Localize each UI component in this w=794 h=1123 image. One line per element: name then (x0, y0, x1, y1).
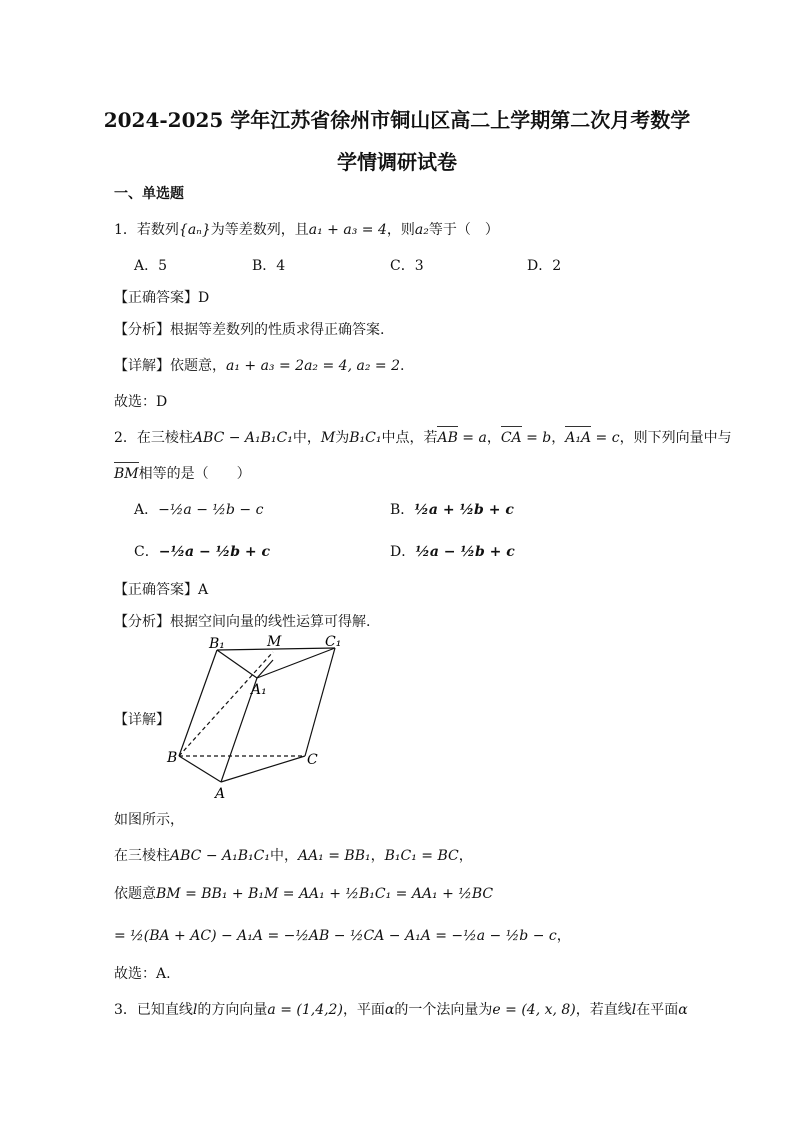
q2-option-b-expr: ½a + ½b + c (414, 502, 514, 518)
q2-option-d-label: D． (390, 544, 416, 560)
q3-line-l: l (192, 1002, 198, 1018)
q3-stem-prefix: 3．已知直线 (114, 1002, 193, 1018)
q3-plane-alpha-2: α (678, 1002, 688, 1018)
q2-detail-line-b (114, 884, 493, 904)
q3-line-l-2: l (631, 1002, 637, 1018)
label-c1: C₁ (325, 634, 342, 650)
q1-stem-suffix: ，则 (386, 222, 415, 238)
q2-option-d-expr: ½a − ½b + c (415, 544, 515, 560)
q3-stem (114, 1000, 688, 1020)
q3-plane-alpha: α (384, 1002, 395, 1018)
edge-a-c (221, 756, 305, 782)
q2-vec-a1a: A₁A (565, 430, 592, 446)
q2-eq-c: = c (591, 430, 620, 446)
q1-option-b: B．4 (252, 258, 286, 274)
q2-stem-mid3: 中点，若 (381, 430, 438, 446)
label-b: B (167, 750, 178, 766)
q2-line-a-mid: 中， (269, 848, 298, 864)
q3-stem-mid2: ，平面 (342, 1002, 385, 1018)
q2-option-b (390, 500, 514, 520)
q1-stem-prefix: 1．若数列 (114, 222, 179, 238)
label-c: C (307, 752, 318, 768)
q2-eq-a: = a (457, 430, 487, 446)
page-title-line2: 学情调研试卷 (337, 150, 457, 174)
q1-stem (114, 220, 499, 240)
edge-b1-b (179, 650, 217, 756)
q2-point-m: M (320, 430, 336, 446)
q2-line-c-end: ， (556, 928, 571, 944)
q1-sequence: {aₙ} (178, 222, 211, 238)
q1-choose: 故选：D (114, 394, 168, 410)
q2-line-b-math: BM = BB₁ + B₁M = AA₁ + ½B₁C₁ = AA₁ + ½BC (156, 886, 494, 902)
section-heading: 一、单选题 (114, 186, 184, 202)
q1-answer: 【正确答案】D (114, 290, 210, 306)
label-b1: B₁ (209, 636, 225, 652)
q2-line-b-prefix: 依题意 (114, 886, 156, 902)
q2-vec-ab: AB (437, 430, 458, 446)
q1-option-d: D．2 (527, 258, 562, 274)
edge-c1-c (305, 648, 335, 756)
q2-stem-mid4: ，则下列向量中与 (619, 430, 732, 446)
q2-option-d (390, 542, 515, 562)
q2-detail-line-a (114, 846, 473, 866)
q2-stem-mid1: 中， (292, 430, 321, 446)
q2-choose: 故选：A. (114, 966, 171, 982)
q2-stem-prefix: 2．在三棱柱 (114, 430, 193, 446)
q2-option-c-expr: −½a − ½b + c (158, 544, 270, 560)
q2-line-a-eq2: B₁C₁ = BC (384, 848, 459, 864)
q2-line-a-sep: ， (370, 848, 385, 864)
q3-stem-mid1: 的方向向量 (197, 1002, 268, 1018)
q1-analysis: 【分析】根据等差数列的性质求得正确答案. (114, 322, 385, 338)
q2-line-a-prism: ABC − A₁B₁C₁ (170, 848, 270, 864)
q2-answer: 【正确答案】A (114, 582, 209, 598)
edge-b-a (179, 756, 221, 782)
q1-detail-end: . (399, 358, 405, 374)
q2-as-shown: 如图所示， (114, 812, 184, 828)
q2-detail-line-c (114, 926, 571, 946)
edge-b-m-dashed (179, 652, 273, 756)
q2-stem-mid2: 为 (335, 430, 350, 446)
q3-stem-mid4: ，若直线 (575, 1002, 632, 1018)
q3-vec-e: e = (4, x, 8) (492, 1002, 576, 1018)
prism-figure (165, 630, 355, 802)
q1-stem-end: 等于（ ） (428, 222, 499, 238)
q2-line-a-end: ， (458, 848, 473, 864)
q2-vec-bm: BM (114, 466, 139, 482)
q2-stem-end: 相等的是（ ） (138, 466, 251, 482)
q2-stem-line2 (114, 464, 251, 484)
q3-stem-mid3: 的一个法向量为 (394, 1002, 493, 1018)
label-a1: A₁ (251, 682, 267, 698)
q2-analysis: 【分析】根据空间向量的线性运算可得解. (114, 614, 371, 630)
q1-ask: a₂ (414, 222, 429, 238)
label-m: M (267, 634, 282, 650)
label-a: A (215, 786, 226, 802)
q2-vec-ca: CA (500, 430, 522, 446)
q2-option-c (134, 542, 270, 562)
q2-option-b-label: B． (390, 502, 415, 518)
q2-prism: ABC − A₁B₁C₁ (192, 430, 293, 446)
q1-detail-prefix: 【详解】依题意， (114, 358, 226, 374)
edge-b1-a1 (217, 650, 257, 678)
q3-stem-mid5: 在平面 (636, 1002, 679, 1018)
edge-a1-c1 (257, 648, 335, 678)
q1-option-c: C．3 (390, 258, 424, 274)
q2-option-c-label: C． (134, 544, 159, 560)
q2-stem: 2．在三棱柱ABC − A₁B₁C₁中，M为B₁C₁中点，若AB = a，CA = b，A₁A = c，则下列向量中与 (114, 430, 732, 446)
q3-vec-a: a = (1,4,2) (267, 1002, 343, 1018)
page-title-line1: 2024-2025 学年江苏省徐州市铜山区高二上学期第二次月考数学 (103, 108, 691, 132)
q1-detail (114, 356, 404, 376)
q2-option-a-label: A． (134, 502, 159, 518)
q2-option-a-expr: −½a − ½b − c (158, 502, 264, 518)
q2-detail-label: 【详解】 (114, 712, 170, 728)
q2-line-c-math: = ½(BA + AC) − A₁A = −½AB − ½CA − A₁A = −½a − ½b − c (114, 928, 557, 944)
q1-stem-mid: 为等差数列，且 (210, 222, 309, 238)
q2-segment-b1c1: B₁C₁ (349, 430, 382, 446)
q1-condition: a₁ + a₃ = 4 (308, 222, 387, 238)
q1-detail-math: a₁ + a₃ = 2a₂ = 4, a₂ = 2 (226, 358, 400, 374)
q2-line-a-prefix: 在三棱柱 (114, 848, 170, 864)
q1-option-a: A．5 (134, 258, 168, 274)
q2-option-a (134, 500, 263, 520)
q2-eq-b: = b (521, 430, 552, 446)
q2-line-a-eq1: AA₁ = BB₁ (297, 848, 371, 864)
